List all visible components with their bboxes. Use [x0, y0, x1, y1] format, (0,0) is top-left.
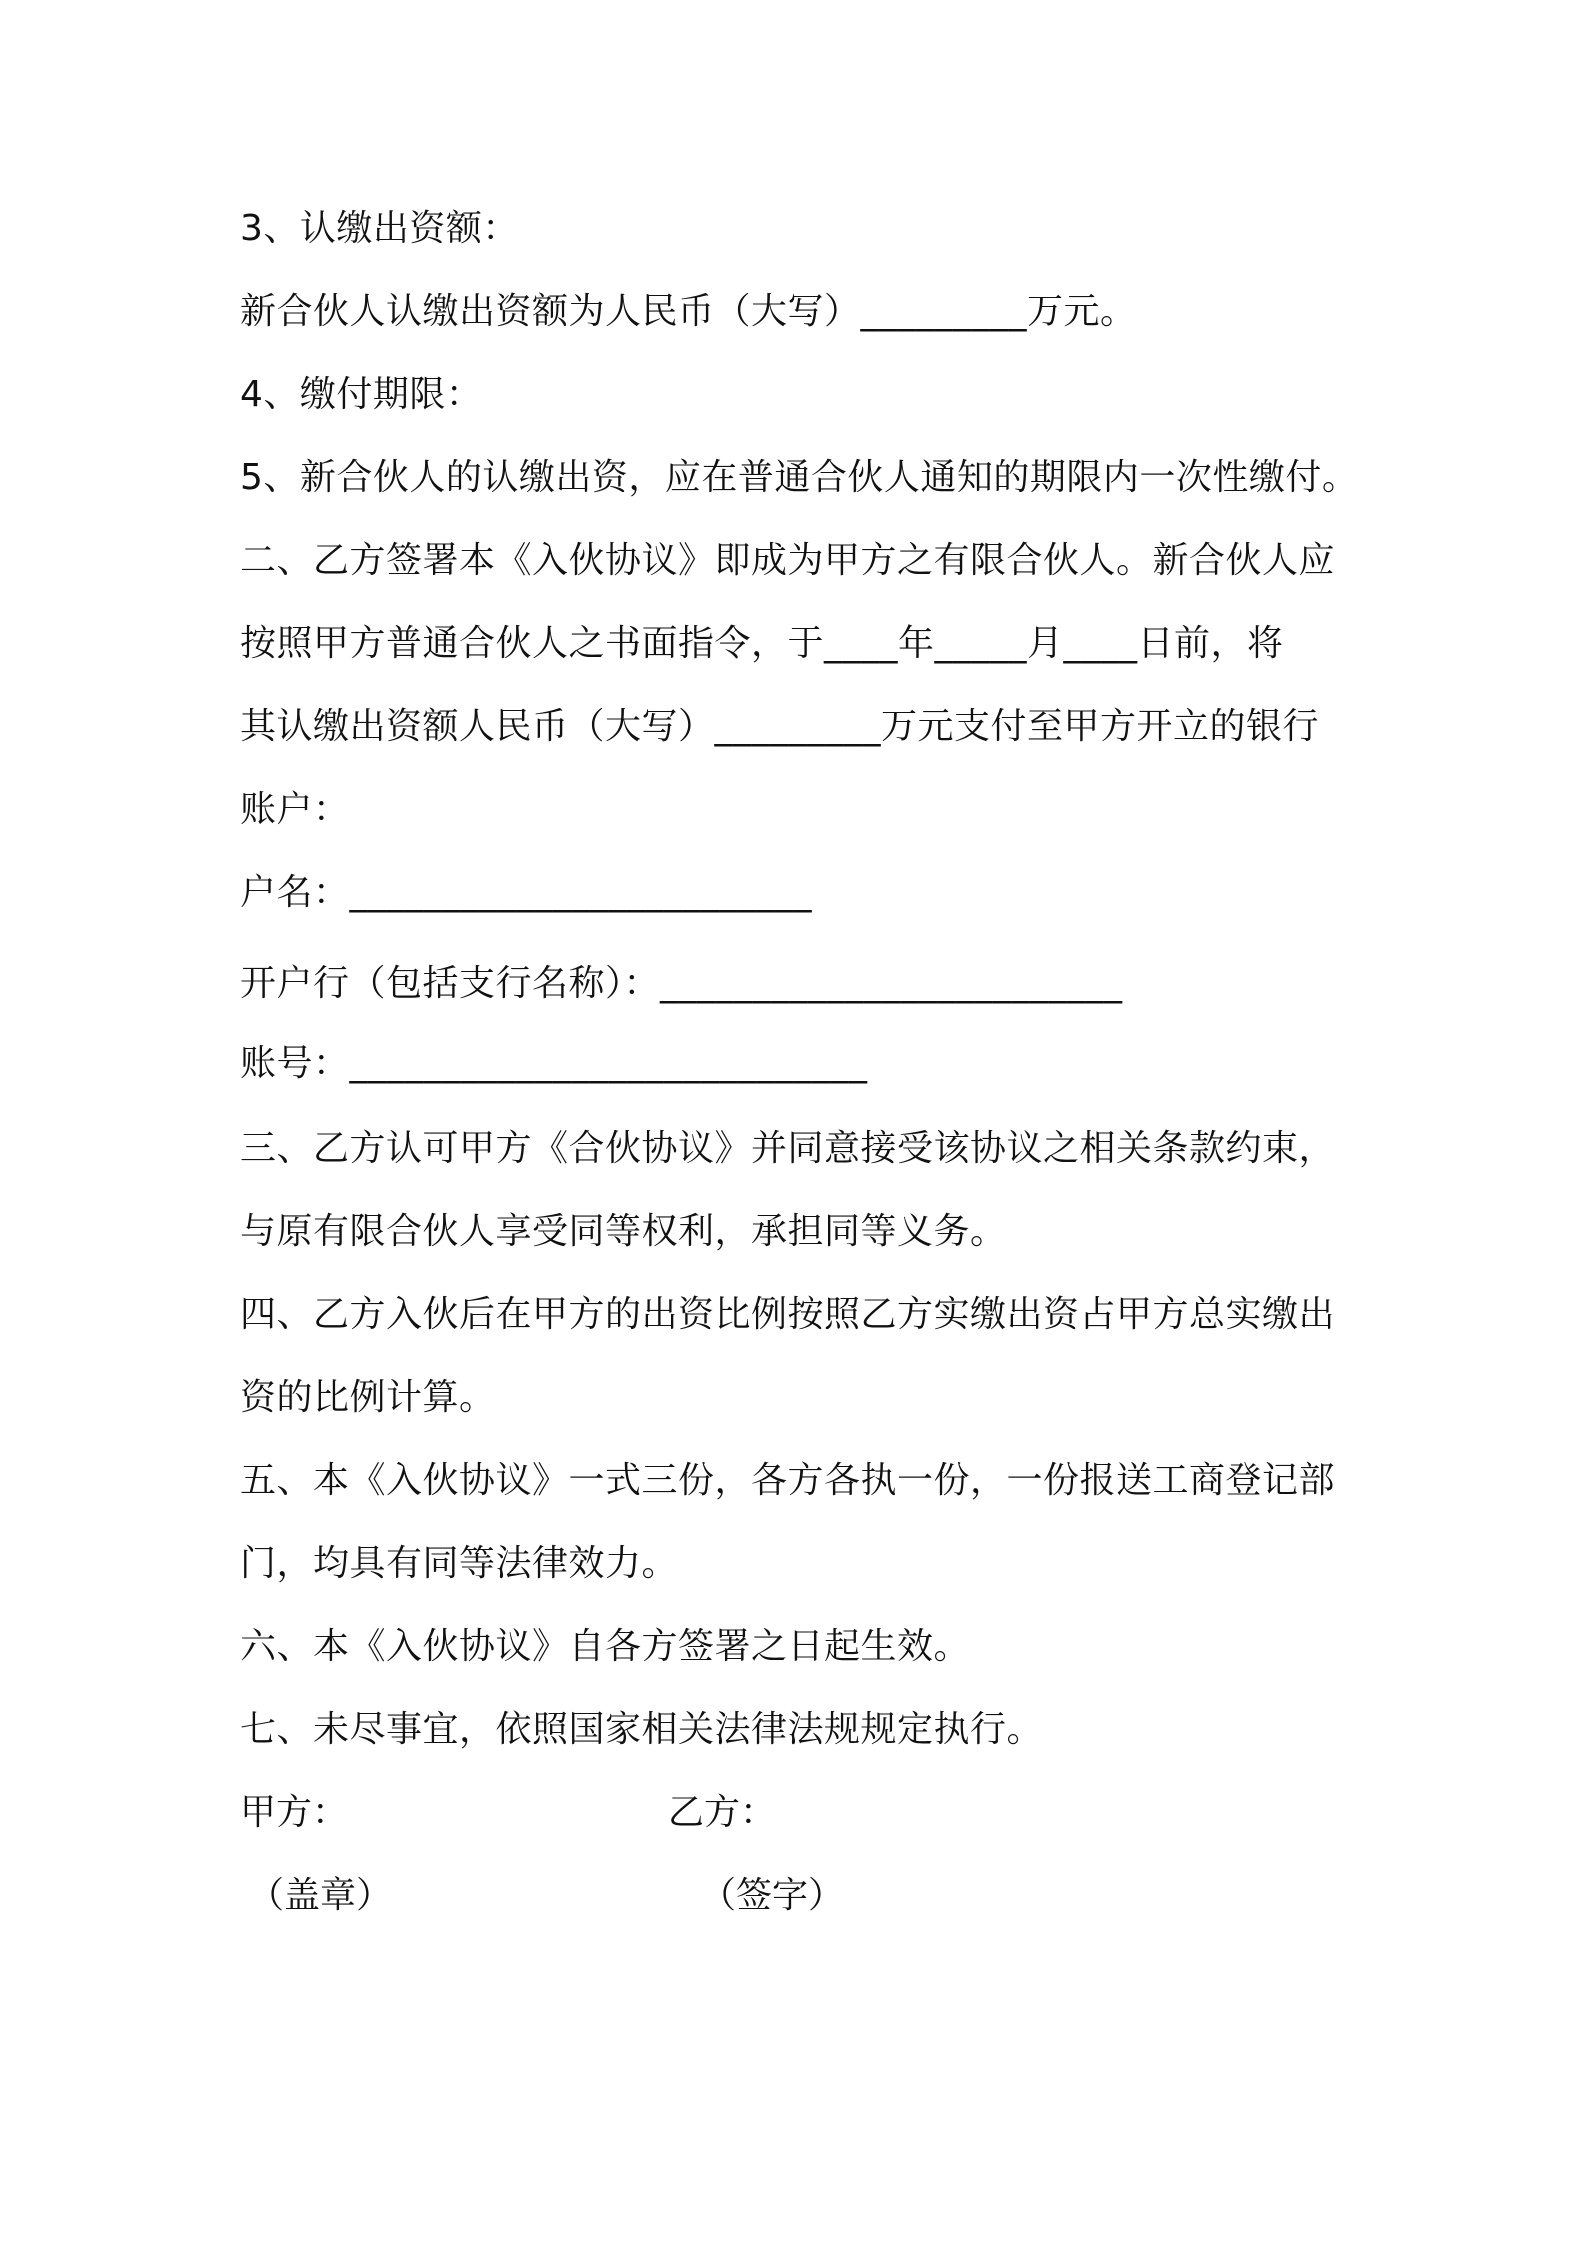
section-2-line-3: 其认缴出资额人民币（大写）_________万元支付至甲方开立的银行: [240, 706, 1320, 747]
clause-5: 5、新合伙人的认缴出资，应在普通合伙人通知的期限内一次性缴付。: [240, 457, 1359, 498]
party-a-seal-note: （盖章）: [248, 1875, 393, 1916]
clause-3-heading: 3、认缴出资额：: [240, 208, 519, 249]
clause-4-heading: 4、缴付期限：: [240, 374, 483, 415]
account-name-field: 户名：_________________________: [240, 872, 813, 913]
section-5-line-2: 门，均具有同等法律效力。: [240, 1543, 679, 1584]
account-number-field: 账号：____________________________: [240, 1043, 868, 1084]
clause-3-body: 新合伙人认缴出资额为人民币（大写）_________万元。: [240, 291, 1137, 332]
section-2-line-1: 二、乙方签署本《入伙协议》即成为甲方之有限合伙人。新合伙人应: [240, 540, 1336, 581]
section-5-line-1: 五、本《入伙协议》一式三份，各方各执一份，一份报送工商登记部: [240, 1460, 1336, 1501]
bank-name-field: 开户行（包括支行名称）：_________________________: [240, 963, 1123, 1004]
section-3-line-2: 与原有限合伙人享受同等权利，承担同等义务。: [240, 1211, 1007, 1252]
party-a-label: 甲方：: [240, 1792, 349, 1833]
section-4-line-1: 四、乙方入伙后在甲方的出资比例按照乙方实缴出资占甲方总实缴出: [240, 1294, 1336, 1335]
section-3-line-1: 三、乙方认可甲方《合伙协议》并同意接受该协议之相关条款约束，: [240, 1128, 1336, 1169]
party-b-sign-note: （签字）: [700, 1875, 845, 1916]
section-7: 七、未尽事宜，依照国家相关法律法规规定执行。: [240, 1709, 1044, 1750]
section-2-line-4: 账户：: [240, 789, 350, 830]
section-6: 六、本《入伙协议》自各方签署之日起生效。: [240, 1626, 971, 1667]
section-4-line-2: 资的比例计算。: [240, 1377, 496, 1418]
party-b-label: 乙方：: [668, 1792, 777, 1833]
section-2-line-2: 按照甲方普通合伙人之书面指令，于____年_____月____日前，将: [240, 623, 1284, 664]
